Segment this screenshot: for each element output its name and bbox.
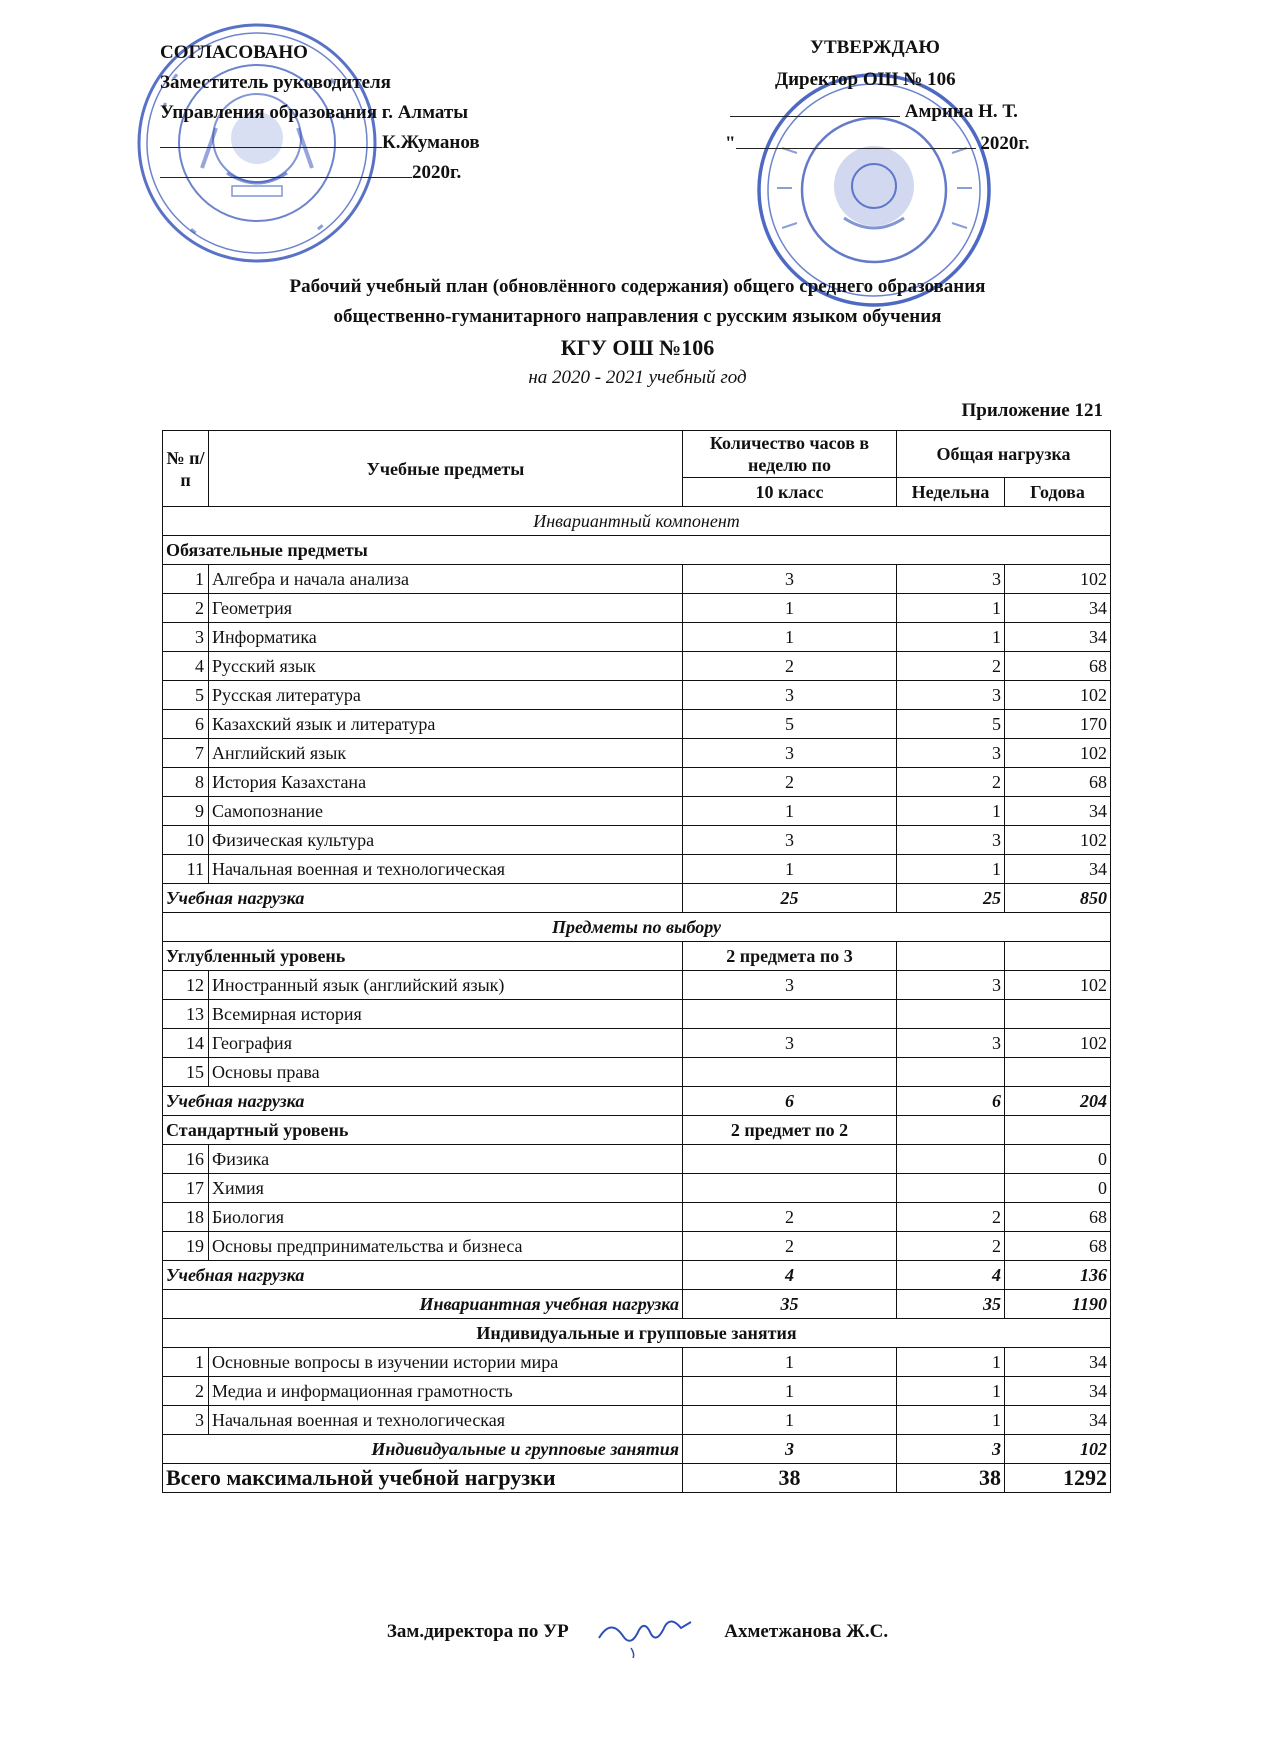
table-row [163, 1232, 1111, 1261]
weekly-load: 1 [897, 855, 1005, 884]
empty-cell [897, 942, 1005, 971]
invariant-total-row [163, 1290, 1111, 1319]
subject-name: Начальная военная и технологическая [209, 1406, 683, 1435]
weekly-load: 5 [897, 710, 1005, 739]
title-line-1: Рабочий учебный план (обновлённого содержания) общего среднего образования [289, 276, 986, 297]
document-title [0, 272, 1275, 392]
grand-total-label: Всего максимальной учебной нагрузки [163, 1464, 683, 1493]
table-row [163, 1000, 1111, 1029]
table-row [163, 1348, 1111, 1377]
approve-position: Директор ОШ № 106 [775, 69, 956, 90]
footer-signature [0, 1608, 1275, 1658]
header-yearly: Годова [1005, 478, 1111, 507]
elective-section-heading-row [163, 913, 1111, 942]
weekly-load [897, 1174, 1005, 1203]
header-weekly: Недельна [897, 478, 1005, 507]
subject-name: История Казахстана [209, 768, 683, 797]
hours-per-week: 3 [683, 681, 897, 710]
subject-name: Всемирная история [209, 1000, 683, 1029]
weekly-load: 1 [897, 1406, 1005, 1435]
hours-per-week: 1 [683, 1377, 897, 1406]
hours-per-week: 3 [683, 826, 897, 855]
table-row [163, 623, 1111, 652]
invariant-section-heading-row [163, 507, 1111, 536]
table-row [163, 565, 1111, 594]
subject-name: Основы предпринимательства и бизнеса [209, 1232, 683, 1261]
row-number: 10 [163, 826, 209, 855]
row-number: 3 [163, 623, 209, 652]
weekly-load: 3 [897, 739, 1005, 768]
header-number: № п/п [163, 431, 209, 507]
weekly-load: 3 [897, 971, 1005, 1000]
approve-date-line [700, 128, 1030, 160]
standard-total-row [163, 1261, 1111, 1290]
weekly-load: 1 [897, 594, 1005, 623]
row-number: 1 [163, 1348, 209, 1377]
table-row [163, 681, 1111, 710]
row-number: 19 [163, 1232, 209, 1261]
row-number: 7 [163, 739, 209, 768]
invariant-section-heading: Инвариантный компонент [163, 507, 1111, 536]
individual-total-weekly: 3 [897, 1435, 1005, 1464]
approve-block [700, 32, 1030, 160]
weekly-load [897, 1145, 1005, 1174]
agreed-position: Заместитель руководителя [160, 72, 391, 93]
subject-name: Геометрия [209, 594, 683, 623]
advanced-level-label: Углубленный уровень [163, 942, 683, 971]
hours-per-week: 2 [683, 768, 897, 797]
handwritten-signature-image [591, 1608, 701, 1658]
yearly-load: 34 [1005, 1377, 1111, 1406]
invariant-total-label: Инвариантная учебная нагрузка [163, 1290, 683, 1319]
school-name: КГУ ОШ №106 [560, 335, 715, 360]
subject-name: Иностранный язык (английский язык) [209, 971, 683, 1000]
standard-total-label: Учебная нагрузка [163, 1261, 683, 1290]
table-row [163, 826, 1111, 855]
hours-per-week [683, 1000, 897, 1029]
curriculum-table [162, 430, 1111, 1493]
weekly-load: 3 [897, 1029, 1005, 1058]
individual-total-label: Индивидуальные и групповые занятия [163, 1435, 683, 1464]
yearly-load: 68 [1005, 1232, 1111, 1261]
standard-total-weekly: 4 [897, 1261, 1005, 1290]
row-number: 4 [163, 652, 209, 681]
standard-level-label: Стандартный уровень [163, 1116, 683, 1145]
yearly-load: 34 [1005, 594, 1111, 623]
advanced-total-row [163, 1087, 1111, 1116]
table-row [163, 971, 1111, 1000]
row-number: 5 [163, 681, 209, 710]
subject-name: Казахский язык и литература [209, 710, 683, 739]
footer-role: Зам.директора по УР [386, 1621, 569, 1643]
subject-name: Английский язык [209, 739, 683, 768]
row-number: 13 [163, 1000, 209, 1029]
subject-name: Алгебра и начала анализа [209, 565, 683, 594]
weekly-load: 2 [897, 1232, 1005, 1261]
date-blank [160, 177, 412, 178]
subject-name: Основы права [209, 1058, 683, 1087]
row-number: 14 [163, 1029, 209, 1058]
table-row [163, 652, 1111, 681]
agreed-signatory: К.Жуманов [382, 132, 480, 153]
hours-per-week [683, 1145, 897, 1174]
subject-name: Информатика [209, 623, 683, 652]
yearly-load: 68 [1005, 768, 1111, 797]
row-number: 3 [163, 1406, 209, 1435]
standard-level-row [163, 1116, 1111, 1145]
weekly-load: 1 [897, 1377, 1005, 1406]
hours-per-week [683, 1174, 897, 1203]
hours-per-week: 1 [683, 1406, 897, 1435]
mandatory-subjects-heading-row [163, 536, 1111, 565]
header-total-load: Общая нагрузка [897, 431, 1111, 478]
signature-blank [160, 147, 382, 148]
table-row [163, 1377, 1111, 1406]
subject-name: Русский язык [209, 652, 683, 681]
yearly-load [1005, 1058, 1111, 1087]
row-number: 8 [163, 768, 209, 797]
yearly-load [1005, 1000, 1111, 1029]
yearly-load: 0 [1005, 1145, 1111, 1174]
agreed-organization: Управления образования г. Алматы [160, 102, 469, 123]
invariant-total-weekly: 35 [897, 1290, 1005, 1319]
title-line-2: общественно-гуманитарного направления с русским языком обучения [333, 306, 942, 327]
mandatory-total-hours: 25 [683, 884, 897, 913]
individual-section-heading-row [163, 1319, 1111, 1348]
appendix-label: Приложение 121 [961, 400, 1103, 421]
weekly-load [897, 1000, 1005, 1029]
hours-per-week: 3 [683, 1029, 897, 1058]
weekly-load: 3 [897, 681, 1005, 710]
subject-name: Физика [209, 1145, 683, 1174]
subject-name: Биология [209, 1203, 683, 1232]
row-number: 2 [163, 1377, 209, 1406]
row-number: 6 [163, 710, 209, 739]
standard-total-yearly: 136 [1005, 1261, 1111, 1290]
header-grade: 10 класс [683, 478, 897, 507]
subject-name: Русская литература [209, 681, 683, 710]
hours-per-week: 2 [683, 652, 897, 681]
hours-per-week: 2 [683, 1232, 897, 1261]
row-number: 12 [163, 971, 209, 1000]
empty-cell [1005, 942, 1111, 971]
agreed-date-line [160, 158, 480, 188]
mandatory-total-weekly: 25 [897, 884, 1005, 913]
yearly-load: 102 [1005, 971, 1111, 1000]
approve-date: 2020г. [980, 133, 1030, 154]
weekly-load: 2 [897, 768, 1005, 797]
approve-quote: " [725, 133, 736, 154]
table-row [163, 1174, 1111, 1203]
empty-cell [897, 1116, 1005, 1145]
table-row [163, 797, 1111, 826]
approve-signature-line [700, 96, 1030, 128]
yearly-load: 68 [1005, 1203, 1111, 1232]
mandatory-subjects-heading: Обязательные предметы [163, 536, 1111, 565]
weekly-load: 3 [897, 826, 1005, 855]
agreed-block [160, 38, 480, 188]
hours-per-week: 1 [683, 594, 897, 623]
table-row [163, 768, 1111, 797]
subject-name: Начальная военная и технологическая [209, 855, 683, 884]
row-number: 18 [163, 1203, 209, 1232]
yearly-load: 34 [1005, 1348, 1111, 1377]
advanced-total-hours: 6 [683, 1087, 897, 1116]
weekly-load: 2 [897, 652, 1005, 681]
advanced-level-row [163, 942, 1111, 971]
advanced-total-label: Учебная нагрузка [163, 1087, 683, 1116]
hours-per-week: 1 [683, 1348, 897, 1377]
table-body [163, 507, 1111, 1493]
table-row [163, 1029, 1111, 1058]
grand-total-yearly: 1292 [1005, 1464, 1111, 1493]
individual-total-hours: 3 [683, 1435, 897, 1464]
agreed-heading: СОГЛАСОВАНО [160, 42, 308, 63]
advanced-total-yearly: 204 [1005, 1087, 1111, 1116]
yearly-load: 102 [1005, 681, 1111, 710]
row-number: 1 [163, 565, 209, 594]
row-number: 11 [163, 855, 209, 884]
yearly-load: 0 [1005, 1174, 1111, 1203]
weekly-load: 1 [897, 797, 1005, 826]
hours-per-week: 1 [683, 797, 897, 826]
table-row [163, 1406, 1111, 1435]
hours-per-week: 2 [683, 1203, 897, 1232]
grand-total-weekly: 38 [897, 1464, 1005, 1493]
table-row [163, 739, 1111, 768]
advanced-level-note: 2 предмета по 3 [683, 942, 897, 971]
yearly-load: 102 [1005, 565, 1111, 594]
yearly-load: 34 [1005, 1406, 1111, 1435]
weekly-load: 1 [897, 1348, 1005, 1377]
subject-name: Самопознание [209, 797, 683, 826]
subject-name: Физическая культура [209, 826, 683, 855]
row-number: 16 [163, 1145, 209, 1174]
date-blank [736, 148, 976, 149]
yearly-load: 34 [1005, 855, 1111, 884]
row-number: 15 [163, 1058, 209, 1087]
individual-section-heading: Индивидуальные и групповые занятия [163, 1319, 1111, 1348]
agreed-date: 2020г. [412, 162, 462, 183]
academic-year: на 2020 - 2021 учебный год [528, 367, 747, 388]
yearly-load: 34 [1005, 623, 1111, 652]
empty-cell [1005, 1116, 1111, 1145]
subject-name: Химия [209, 1174, 683, 1203]
header-hours: Количество часов в неделю по [683, 431, 897, 478]
table-row [163, 710, 1111, 739]
signature-blank [730, 116, 900, 117]
hours-per-week: 1 [683, 623, 897, 652]
header-subjects: Учебные предметы [209, 431, 683, 507]
hours-per-week: 3 [683, 565, 897, 594]
yearly-load: 102 [1005, 826, 1111, 855]
table-row [163, 1145, 1111, 1174]
weekly-load: 3 [897, 565, 1005, 594]
hours-per-week: 1 [683, 855, 897, 884]
standard-level-note: 2 предмет по 2 [683, 1116, 897, 1145]
subject-name: Основные вопросы в изучении истории мира [209, 1348, 683, 1377]
table-row [163, 594, 1111, 623]
table-row [163, 1058, 1111, 1087]
invariant-total-yearly: 1190 [1005, 1290, 1111, 1319]
elective-section-heading: Предметы по выбору [163, 913, 1111, 942]
grand-total-row [163, 1464, 1111, 1493]
weekly-load: 1 [897, 623, 1005, 652]
individual-total-yearly: 102 [1005, 1435, 1111, 1464]
hours-per-week [683, 1058, 897, 1087]
yearly-load: 34 [1005, 797, 1111, 826]
footer-name: Ахметжанова Ж.С. [724, 1621, 889, 1643]
hours-per-week: 5 [683, 710, 897, 739]
weekly-load: 2 [897, 1203, 1005, 1232]
subject-name: Медиа и информационная грамотность [209, 1377, 683, 1406]
weekly-load [897, 1058, 1005, 1087]
approve-heading: УТВЕРЖДАЮ [810, 37, 940, 58]
approve-signatory: Амрина Н. Т. [904, 101, 1018, 122]
invariant-total-hours: 35 [683, 1290, 897, 1319]
hours-per-week: 3 [683, 971, 897, 1000]
row-number: 9 [163, 797, 209, 826]
grand-total-hours: 38 [683, 1464, 897, 1493]
table-row [163, 855, 1111, 884]
mandatory-total-yearly: 850 [1005, 884, 1111, 913]
row-number: 2 [163, 594, 209, 623]
mandatory-total-label: Учебная нагрузка [163, 884, 683, 913]
mandatory-total-row [163, 884, 1111, 913]
yearly-load: 170 [1005, 710, 1111, 739]
yearly-load: 68 [1005, 652, 1111, 681]
table-row [163, 1203, 1111, 1232]
individual-total-row [163, 1435, 1111, 1464]
yearly-load: 102 [1005, 739, 1111, 768]
subject-name: География [209, 1029, 683, 1058]
advanced-total-weekly: 6 [897, 1087, 1005, 1116]
yearly-load: 102 [1005, 1029, 1111, 1058]
hours-per-week: 3 [683, 739, 897, 768]
row-number: 17 [163, 1174, 209, 1203]
standard-total-hours: 4 [683, 1261, 897, 1290]
agreed-signature-line [160, 128, 480, 158]
